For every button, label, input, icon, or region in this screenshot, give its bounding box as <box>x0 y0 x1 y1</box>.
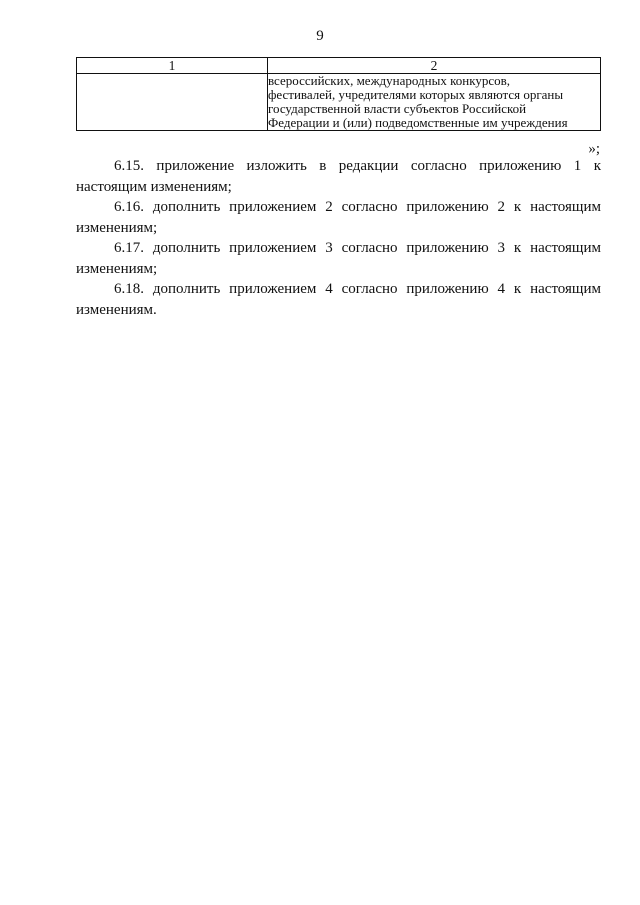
paragraph-6-18: 6.18. дополнить приложением 4 согласно приложению 4 к настоящим изменениям. <box>76 281 601 318</box>
table-header-row <box>77 58 601 74</box>
table-row <box>77 74 601 131</box>
table-cell-col-1 <box>77 74 268 131</box>
paragraph-6-16: 6.16. дополнить приложением 2 согласно приложению 2 к настоящим изменениям; <box>76 199 601 236</box>
document-table <box>76 57 601 131</box>
table-cell-line: Федерации и (или) подведомственные им учреждения <box>268 115 568 130</box>
body-text <box>76 156 601 320</box>
table-cell-col-2 <box>268 74 601 131</box>
table-header-col-1: 1 <box>77 58 268 74</box>
table-cell-line: государственной власти субъектов Российской <box>268 101 527 116</box>
table-cell-line: всероссийских, международных конкурсов, <box>268 73 510 88</box>
paragraph-6-15: 6.15. приложение изложить в редакции согласно приложению 1 к настоящим изменениям; <box>76 158 601 195</box>
table-header-col-2: 2 <box>268 58 601 74</box>
closing-quote: »; <box>588 141 600 157</box>
paragraph-6-17: 6.17. дополнить приложением 3 согласно приложению 3 к настоящим изменениям; <box>76 240 601 277</box>
table-cell-line: фестивалей, учредителями которых являются органы <box>268 87 564 102</box>
page-number: 9 <box>316 28 324 44</box>
